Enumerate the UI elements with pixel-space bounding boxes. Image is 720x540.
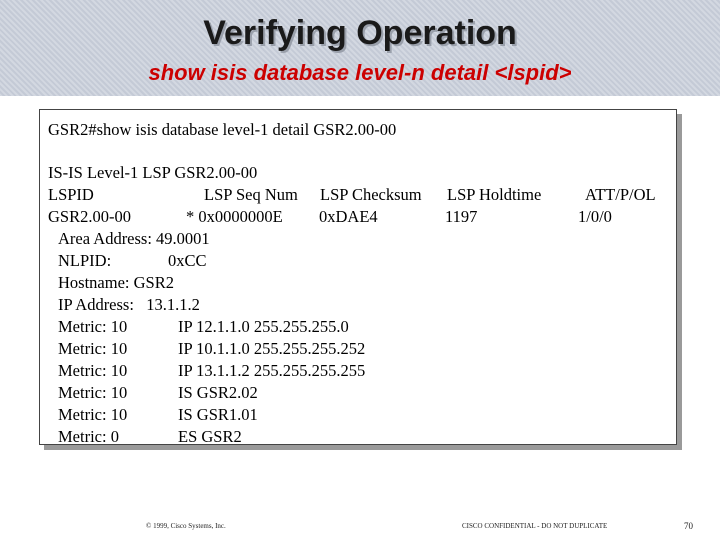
col-holdtime: LSP Holdtime [447,185,542,204]
level-heading: IS-IS Level-1 LSP GSR2.00-00 [48,163,258,182]
slide-title: Verifying Operation [203,14,517,52]
metric-label: Metric: 0 [58,427,119,446]
nlpid-value: 0xCC [168,251,207,270]
metric-entry: IS GSR1.01 [178,405,258,424]
metric-entry: IP 13.1.1.2 255.255.255.255 [178,361,366,380]
metric-label: Metric: 10 [58,361,128,380]
metric-entry: ES GSR2 [178,427,242,446]
metric-label: Metric: 10 [58,383,128,402]
row-seq: * 0x0000000E [186,207,283,226]
hostname: Hostname: GSR2 [58,273,174,292]
col-checksum: LSP Checksum [320,185,422,204]
metric-label: Metric: 10 [58,339,128,358]
ip-address: IP Address: 13.1.1.2 [58,295,200,314]
footer-copyright: © 1999, Cisco Systems, Inc. [146,522,226,530]
metric-entry: IP 12.1.1.0 255.255.255.0 [178,317,349,336]
row-lspid: GSR2.00-00 [48,207,131,226]
metric-entry: IP 10.1.1.0 255.255.255.252 [178,339,366,358]
col-seq: LSP Seq Num [204,185,298,204]
metric-entry: IS GSR2.02 [178,383,258,402]
col-att: ATT/P/OL [585,185,656,204]
row-att: 1/0/0 [578,207,612,226]
row-holdtime: 1197 [445,207,478,226]
cli-output-box [39,109,677,445]
row-checksum: 0xDAE4 [319,207,378,226]
command-line: GSR2#show isis database level-1 detail GSR2.00-00 [48,120,397,139]
slide-subtitle: show isis database level-n detail <lspid> [148,60,572,85]
footer-confidential: CISCO CONFIDENTIAL - DO NOT DUPLICATE [462,522,608,530]
nlpid-label: NLPID: [58,251,112,270]
area-address: Area Address: 49.0001 [58,229,210,248]
col-lspid: LSPID [48,185,94,204]
metric-label: Metric: 10 [58,317,128,336]
metric-label: Metric: 10 [58,405,128,424]
page-number: 70 [684,521,693,531]
